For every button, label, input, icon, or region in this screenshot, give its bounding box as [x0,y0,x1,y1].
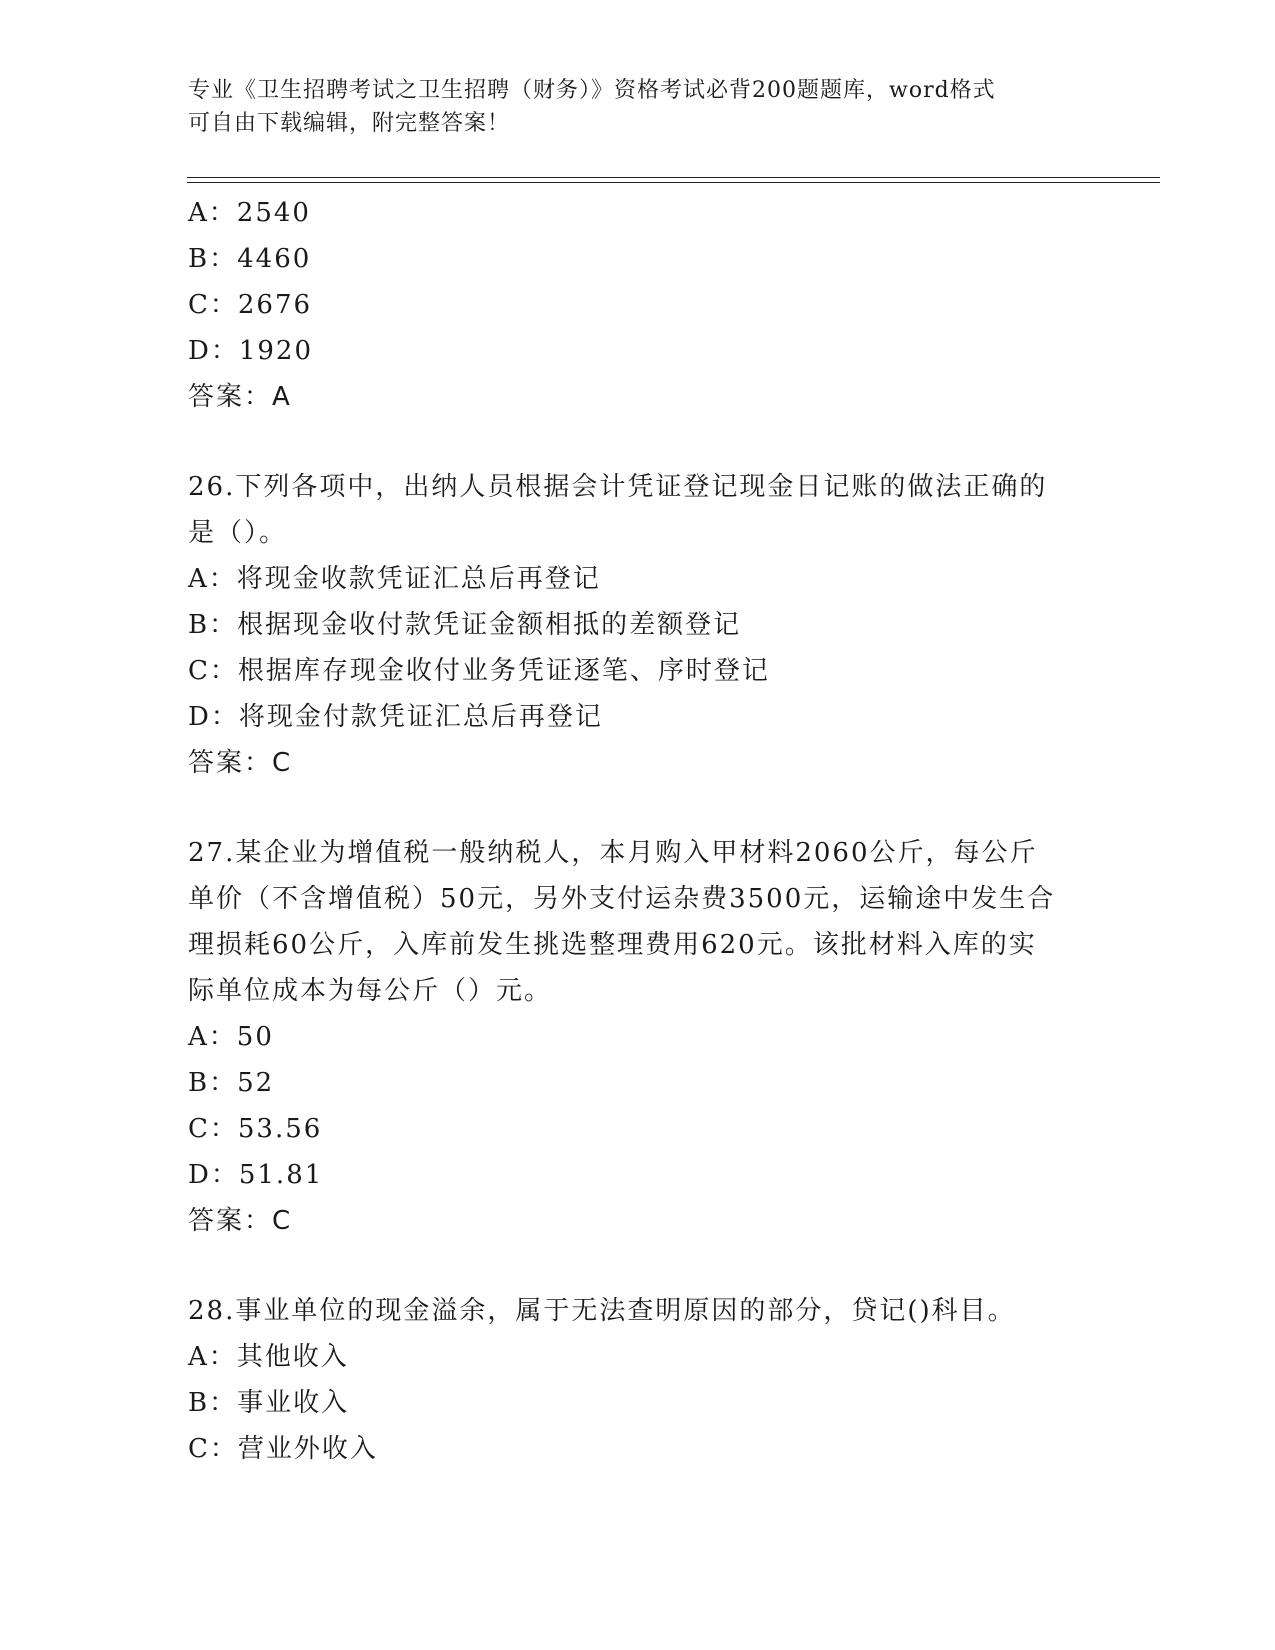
answer-line: 答案：A [188,382,292,412]
option-a: A：将现金收款凭证汇总后再登记 [188,564,601,594]
question-25-continued [188,190,1088,420]
question-text-line: 26.下列各项中，出纳人员根据会计凭证登记现金日记账的做法正确的 [188,472,1048,502]
question-text-line: 是（）。 [188,518,288,548]
question-text-line: 27.某企业为增值税一般纳税人，本月购入甲材料2060公斤，每公斤 [188,838,1038,868]
option-b: B：4460 [188,244,312,274]
spacer [188,1244,1088,1288]
question-text-line: 28.事业单位的现金溢余，属于无法查明原因的部分，贷记()科目。 [188,1296,1016,1326]
option-c: C：根据库存现金收付业务凭证逐笔、序时登记 [188,656,770,686]
option-c: C：2676 [188,290,313,320]
option-d: D：将现金付款凭证汇总后再登记 [188,702,603,732]
header-title-line-2: 可自由下载编辑，附完整答案！ [188,111,511,136]
option-b: B：根据现金收付款凭证金额相抵的差额登记 [188,610,742,640]
header-divider [187,177,1160,183]
question-text-line: 际单位成本为每公斤（）元。 [188,976,553,1006]
header-title-line-1: 专业《卫生招聘考试之卫生招聘（财务）》资格考试必背200题题库，word格式 [188,78,996,103]
answer-line: 答案：C [188,1206,293,1236]
option-c: C：53.56 [188,1114,323,1144]
option-a: A：2540 [188,198,311,228]
option-d: D：51.81 [188,1160,324,1190]
option-a: A：其他收入 [188,1342,349,1372]
question-list [188,190,1088,1472]
question-text-line: 单价（不含增值税）50元，另外支付运杂费3500元，运输途中发生合 [188,884,1056,914]
spacer [188,786,1088,830]
option-a: A：50 [188,1022,274,1052]
question-26 [188,464,1088,786]
question-27 [188,830,1088,1244]
option-c: C：营业外收入 [188,1434,378,1464]
option-d: D：1920 [188,336,314,366]
option-b: B：事业收入 [188,1388,350,1418]
document-header [188,74,1088,140]
spacer [188,420,1088,464]
answer-line: 答案：C [188,748,293,778]
question-text-line: 理损耗60公斤，入库前发生挑选整理费用620元。该批材料入库的实 [188,930,1037,960]
question-28 [188,1288,1088,1472]
option-b: B：52 [188,1068,275,1098]
